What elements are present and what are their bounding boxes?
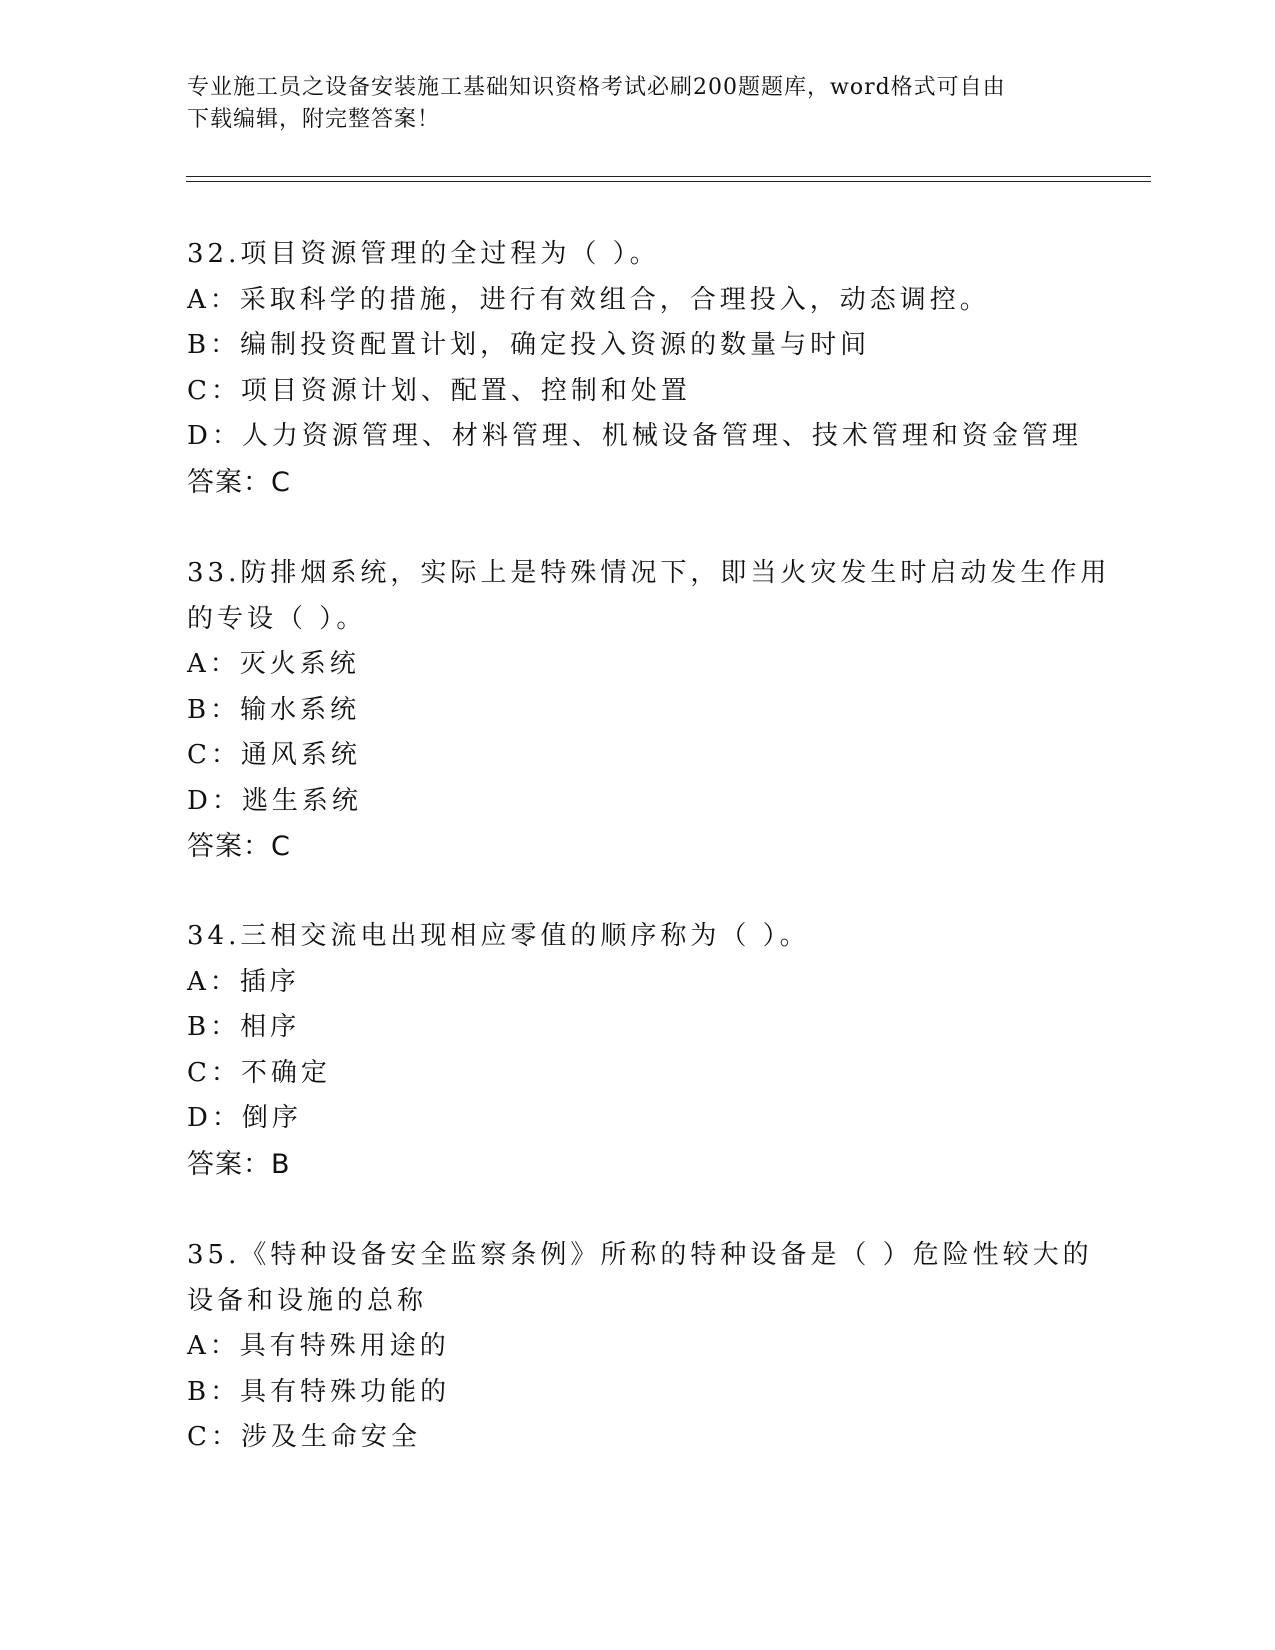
question-32 <box>187 232 1087 505</box>
option-a: A：插序 <box>187 966 300 997</box>
option-d: D：人力资源管理、材料管理、机械设备管理、技术管理和资金管理 <box>187 421 1082 451</box>
question-stem-continued: 的专设（ ）。 <box>187 603 367 634</box>
question-stem: 32.项目资源管理的全过程为（ ）。 <box>187 239 660 269</box>
option-b: B：具有特殊功能的 <box>187 1376 451 1407</box>
option-b: B：编制投资配置计划，确定投入资源的数量与时间 <box>187 330 871 360</box>
option-a: A：灭火系统 <box>187 649 360 679</box>
header-line-2: 下载编辑，附完整答案！ <box>187 107 441 132</box>
option-d: D：倒序 <box>187 1103 302 1133</box>
option-d: D：逃生系统 <box>187 785 362 816</box>
question-33 <box>187 551 1111 870</box>
option-c: C：通风系统 <box>187 740 361 770</box>
option-c: C：涉及生命安全 <box>187 1422 421 1452</box>
answer-line: 答案：C <box>187 831 291 862</box>
header-divider-bottom <box>186 181 1151 182</box>
option-a: A：具有特殊用途的 <box>187 1331 450 1361</box>
document-header <box>187 72 1087 136</box>
question-stem-continued: 设备和设施的总称 <box>187 1285 428 1316</box>
question-stem: 33.防排烟系统，实际上是特殊情况下，即当火灾发生时启动发生作用 <box>187 558 1111 588</box>
header-line-1: 专业施工员之设备安装施工基础知识资格考试必刷200题题库，word格式可自由 <box>187 75 1006 100</box>
header-divider-top <box>186 176 1151 177</box>
question-34 <box>187 914 1087 1187</box>
option-c: C：不确定 <box>187 1057 331 1088</box>
question-35 <box>187 1233 1093 1461</box>
answer-line: 答案：B <box>187 1148 291 1180</box>
option-b: B：相序 <box>187 1012 301 1042</box>
option-a: A：采取科学的措施，进行有效组合，合理投入，动态调控。 <box>187 284 990 315</box>
option-c: C：项目资源计划、配置、控制和处置 <box>187 375 691 406</box>
option-b: B：输水系统 <box>187 694 361 725</box>
answer-line: 答案：C <box>187 466 291 498</box>
question-stem: 34.三相交流电出现相应零值的顺序称为（ ）。 <box>187 921 810 951</box>
question-stem: 35.《特种设备安全监察条例》所称的特种设备是（ ）危险性较大的 <box>187 1240 1093 1270</box>
